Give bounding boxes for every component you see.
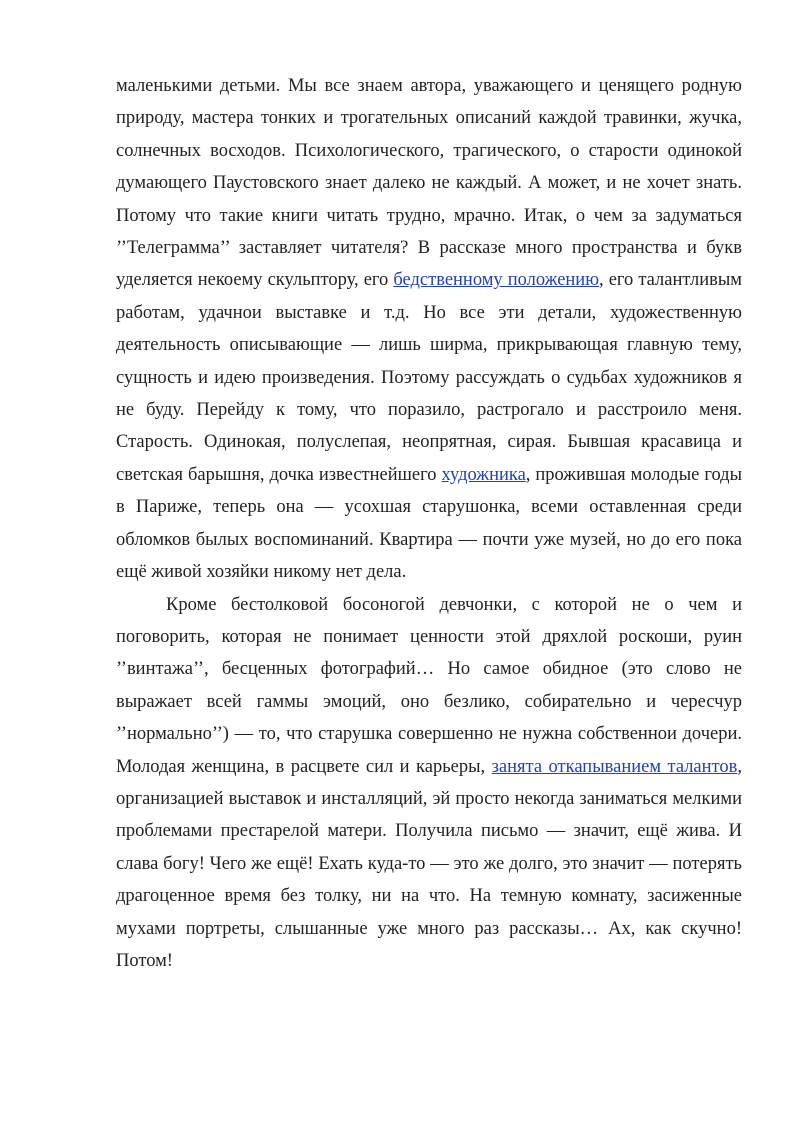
- text-segment: маленькими детьми. Мы все знаем автора, уважающего и ценящего родную природу, мастера тонких и трогательных описаний каждой травинки, жучка, солнечных восходов. Психологического, трагического, о старости одинокой думающего Паустовского знает далеко не каждый. А может, и не хочет знать. Потому что такие книги читать трудно, мрачно. Итак, о чем за задуматься ’’Телеграмма’’ заставляет читателя? В рассказе много пространства и букв уделяется некоему скульптору, его: [116, 76, 742, 291]
- text-segment: Кроме бестолковой босоногой девчонки, с которой не о чем и поговорить, которая не понимает ценности этой дряхлой роскоши, руин ’’винтажа’’, бесценных фотографий… Но самое обидное (это слово не выражает всей гаммы эмоций, оно безлико, собирательно и чересчур ’’нормально’’) — то, что старушка совершенно не нужна собственнои дочери. Молодая женщина, в расцвете сил и карьеры,: [116, 594, 742, 777]
- text-segment: , прожившая молодые годы в Париже, теперь она — усохшая старушонка, всеми оставленная среди обломков былых воспоминаний. Квартира — почти уже музей, но до его пока ещё живой хозяйки никому нет дела.: [116, 464, 742, 583]
- link-zanyata-otkapyvaniem-talantov[interactable]: занята откапыванием талантов: [491, 756, 738, 777]
- link-khudozhnika[interactable]: художника: [441, 464, 526, 485]
- paragraph-1: [116, 70, 742, 589]
- text-segment: , его талантливым работам, удачнои выставке и т.д. Но все эти детали, художественную деятельность описывающие — лишь ширма, прикрывающая главную тему, сущность и идею произведения. Поэтому рассуждать о судьбах художников я не буду. Перейду к тому, что поразило, растрогало и расстроило меня. Старость. Одинокая, полуслепая, неопрятная, сирая. Бывшая красавица и светская барышня, дочка известнейшего: [116, 270, 742, 485]
- paragraph-2: [116, 589, 742, 978]
- body-text: [116, 70, 742, 977]
- link-bedstvennomu-polozheniyu[interactable]: бедственному положению: [393, 270, 600, 291]
- text-segment: , организацией выставок и инсталляций, эй просто некогда заниматься мелкими проблемами престарелой матери. Получила письмо — значит, ещё жива. И слава богу! Чего же ещё! Ехать куда-то — это же долго, это значит — потерять драгоценное время без толку, ни на что. На темную комнату, засиженные мухами портреты, слышанные уже много раз рассказы… Ах, как скучно! Потом!: [116, 756, 742, 971]
